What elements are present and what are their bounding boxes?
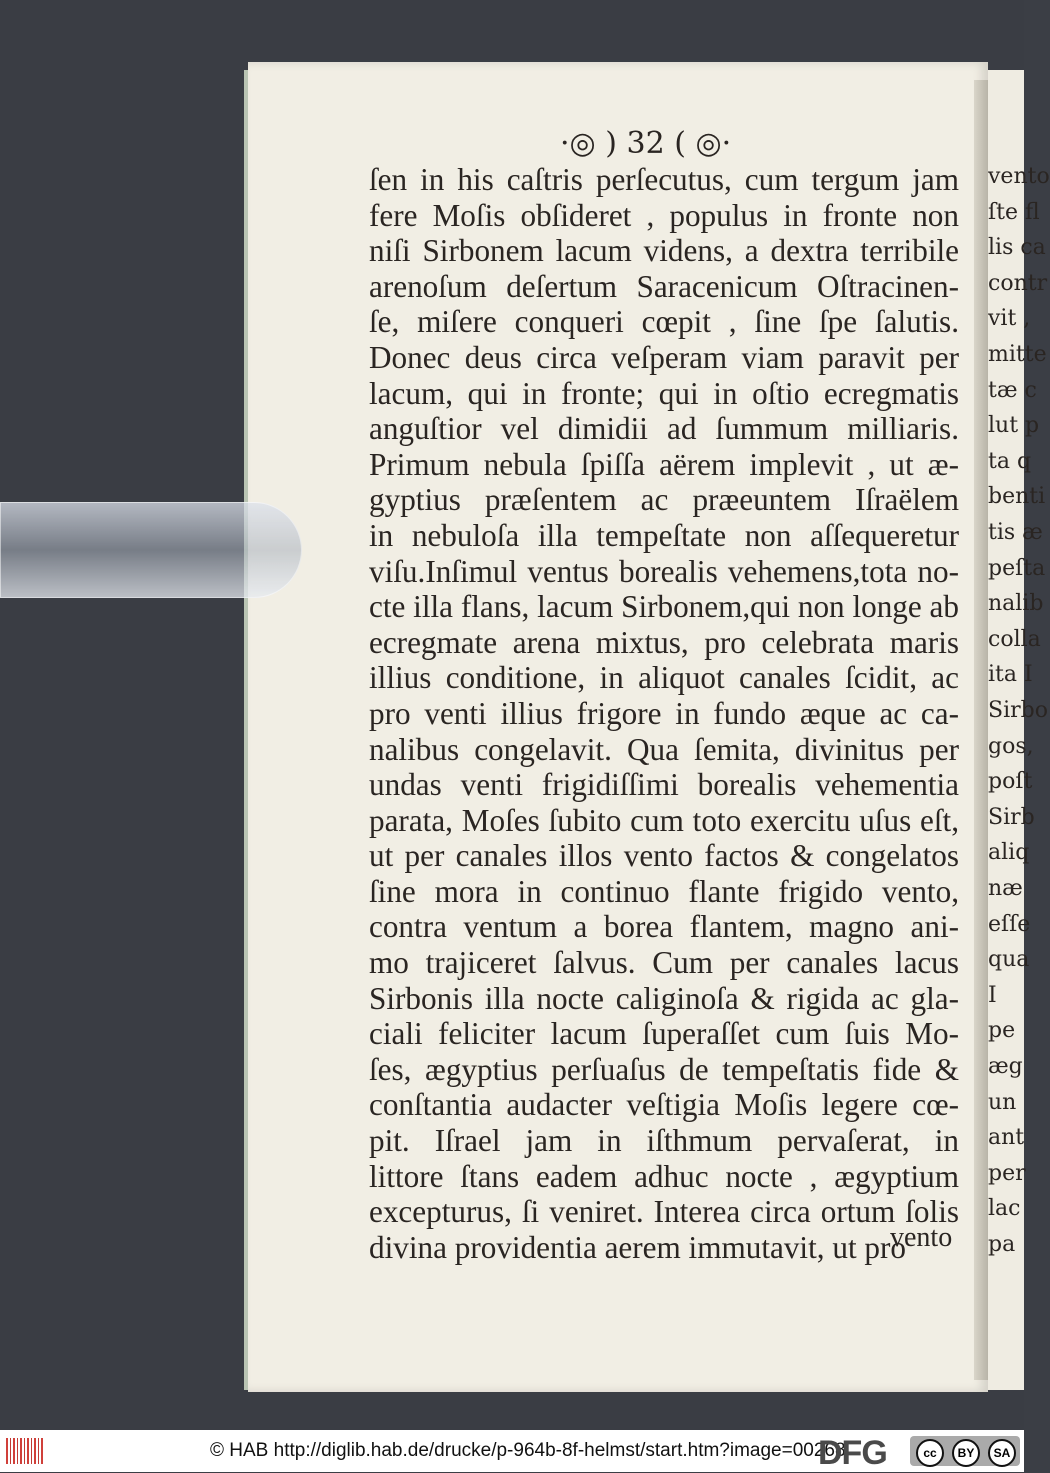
- adjacent-page-fragment: ſte fl: [988, 199, 1040, 225]
- page-gutter-shadow: [974, 80, 988, 1380]
- adjacent-page-fragment: gos,: [988, 733, 1034, 759]
- adjacent-page-fragment: colla: [988, 626, 1041, 652]
- adjacent-page-fragment: ita I: [988, 662, 1033, 688]
- adjacent-page-fragment: ant: [988, 1125, 1025, 1151]
- text-line: niſi Sirbonem lacum videns, a dextra terribile: [369, 233, 959, 269]
- text-line: ſen in his caſtris perſecutus, cum tergum jam: [369, 162, 959, 197]
- adjacent-page-fragment: pa: [988, 1232, 1016, 1257]
- page-body-text: [369, 162, 959, 1265]
- adjacent-page-fragment: vento: [988, 164, 1050, 189]
- adjacent-page-fragment: ta q: [988, 448, 1032, 474]
- adjacent-page-edge: [982, 70, 1050, 1390]
- text-line: ſine mora in continuo flante frigido vento,: [369, 873, 959, 909]
- text-line: ſes, ægyptius perſuaſus de tempeſtatis fide &: [369, 1051, 959, 1087]
- by-icon: BY: [952, 1439, 980, 1467]
- text-line: Sirbonis illa nocte caliginoſa & rigida ac gla-: [369, 980, 959, 1016]
- text-line: nalibus congelavit. Qua ſemita, divinitus per: [369, 731, 959, 767]
- adjacent-page-fragment: lis ca: [988, 235, 1046, 261]
- catchword: vento: [890, 1222, 953, 1253]
- text-line: in nebuloſa illa tempeſtate non aſſequeretur: [369, 517, 959, 553]
- adjacent-page-fragment: benti: [988, 484, 1046, 510]
- text-line: mo trajiceret ſalvus. Cum per canales lacus: [369, 945, 959, 981]
- adjacent-page-fragment: lut p: [988, 413, 1040, 439]
- hab-barcode-logo: [6, 1438, 44, 1464]
- text-line: parata, Moſes ſubito cum toto exercitu uſus eſt,: [369, 802, 959, 838]
- adjacent-page-fragment: nalib: [988, 591, 1044, 617]
- text-line: cte illa flans, lacum Sirbonem,qui non longe ab: [369, 589, 959, 625]
- text-line: conſtantia audacter veſtigia Moſis legere cœ-: [369, 1087, 959, 1123]
- text-line: illius conditione, in aliquot canales ſcidit, ac: [369, 660, 959, 696]
- text-line: pit. Iſrael jam in iſthmum pervaſerat, in: [369, 1123, 959, 1159]
- text-line: viſu.Inſimul ventus borealis vehemens,tota no-: [369, 553, 959, 589]
- text-line: anguſtior vel dimidii ad ſummum milliaris.: [369, 411, 959, 447]
- text-line: gyptius præſentem ac præeuntem Iſraëlem: [369, 482, 959, 518]
- text-line: undas venti frigidiſſimi borealis vehementia: [369, 767, 959, 803]
- text-line: lacum, qui in fronte; qui in oſtio ecregmatis: [369, 375, 959, 411]
- adjacent-page-fragment: lac: [988, 1196, 1021, 1222]
- adjacent-page-fragment: pe: [988, 1018, 1016, 1044]
- adjacent-page-fragment: Sirbo: [988, 698, 1048, 723]
- text-line: ciali feliciter lacum ſuperaſſet cum ſuis Mo-: [369, 1016, 959, 1052]
- adjacent-page-fragment: peſta: [988, 555, 1046, 581]
- adjacent-page-fragment: poſt: [988, 769, 1033, 795]
- text-line: arenoſum deſertum Saracenicum Oſtracinen-: [369, 268, 959, 304]
- page-number-header: ·◎ ) 32 ( ◎·: [560, 126, 732, 161]
- adjacent-page-fragment: per: [988, 1160, 1026, 1186]
- adjacent-page-fragment: qua: [988, 947, 1030, 973]
- adjacent-page-fragment: næ: [988, 876, 1023, 901]
- adjacent-page-fragment: mitte: [988, 342, 1047, 367]
- adjacent-page-fragment: I: [988, 982, 997, 1008]
- sa-icon: SA: [988, 1439, 1016, 1467]
- text-line: Primum nebula ſpiſſa aërem implevit , ut æ-: [369, 446, 959, 482]
- text-line: contra ventum a borea flantem, magno ani-: [369, 909, 959, 945]
- footer-bar: [0, 1430, 1024, 1472]
- text-line: littore ſtans eadem adhuc nocte , ægyptium: [369, 1158, 959, 1194]
- creative-commons-badge[interactable]: [910, 1436, 1020, 1466]
- text-line: Donec deus circa veſperam viam paravit per: [369, 339, 959, 375]
- adjacent-page-fragment: Sirb: [988, 804, 1035, 830]
- text-line: excepturus, ſi veniret. Interea circa ortum ſolis: [369, 1194, 959, 1230]
- adjacent-page-fragment: tis æ: [988, 520, 1043, 545]
- text-line: divina providentia aerem immutavit, ut pro: [369, 1229, 906, 1265]
- text-line: ut per canales illos vento factos & congelatos: [369, 838, 959, 874]
- text-line: fere Moſis obſideret , populus in fronte non: [369, 197, 959, 233]
- adjacent-page-fragment: un: [988, 1089, 1017, 1115]
- adjacent-page-fragment: aliq: [988, 840, 1030, 866]
- text-line: ecregmate arena mixtus, pro celebrata maris: [369, 624, 959, 660]
- adjacent-page-fragment: contr: [988, 270, 1048, 296]
- source-credit-link[interactable]: © HAB http://diglib.hab.de/drucke/p-964b-8f-helmst/start.htm?image=00268: [210, 1440, 846, 1461]
- adjacent-page-fragment: vit ,: [988, 306, 1031, 332]
- text-line: pro venti illius frigore in fundo æque ac ca-: [369, 695, 959, 731]
- adjacent-page-fragment: tæ c: [988, 377, 1037, 403]
- text-line: ſe, miſere conqueri cœpit , ſine ſpe ſalutis.: [369, 304, 959, 340]
- dfg-logo: DFG: [818, 1434, 887, 1472]
- cc-icon: cc: [916, 1439, 944, 1467]
- adjacent-page-fragment: æg: [988, 1054, 1023, 1079]
- page-clamp-bar: [0, 502, 302, 598]
- adjacent-page-fragment: eſſe: [988, 911, 1031, 937]
